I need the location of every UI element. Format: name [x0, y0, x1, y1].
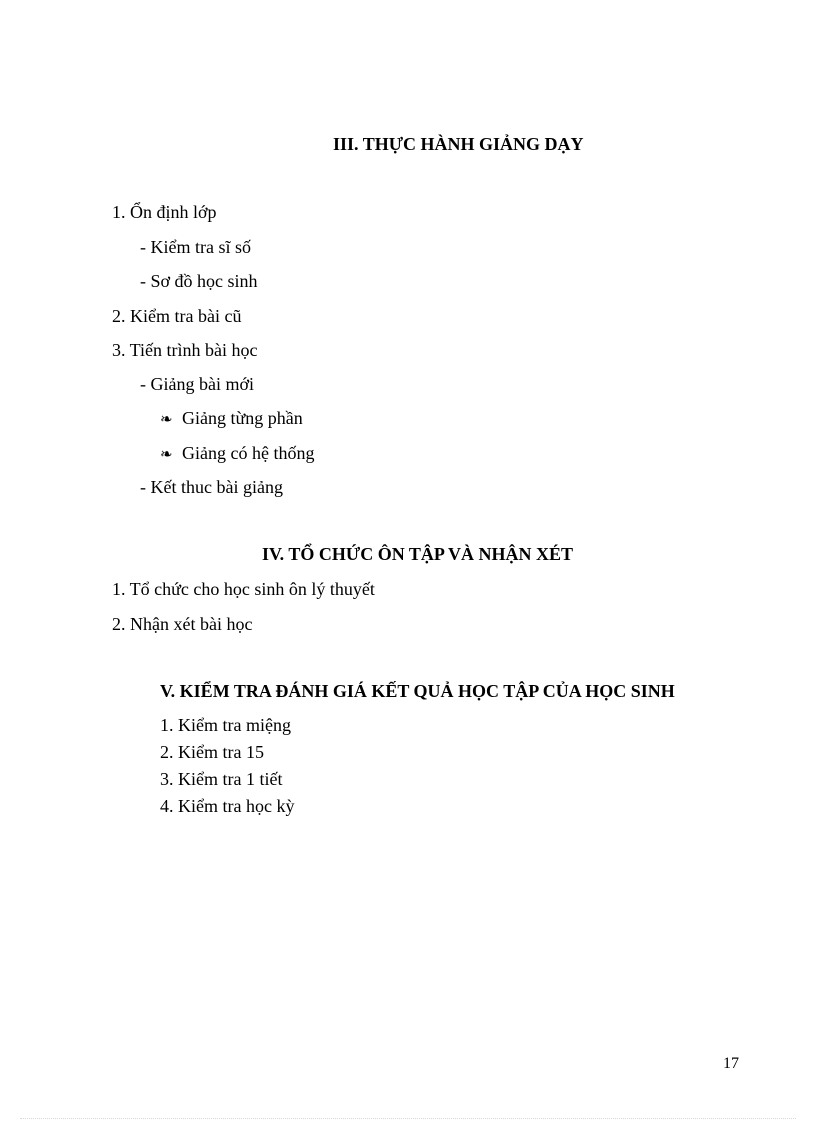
- section-3-item-1: 1. Ổn định lớp: [112, 202, 217, 222]
- section-3-subitem: - Kiểm tra sĩ số: [140, 237, 251, 257]
- section-4-heading: IV. TỔ CHỨC ÔN TẬP VÀ NHẬN XÉT: [262, 544, 574, 564]
- ornate-leaf-bullet-icon: ❧: [160, 412, 173, 428]
- bullet-item-label: Giảng có hệ thống: [182, 443, 315, 463]
- section-5-item-3: 3. Kiểm tra 1 tiết: [160, 769, 283, 789]
- page-number: 17: [723, 1055, 739, 1072]
- section-5-heading: V. KIỂM TRA ĐÁNH GIÁ KẾT QUẢ HỌC TẬP CỦA HỌC SINH: [160, 681, 675, 701]
- ornate-leaf-bullet-icon: ❧: [160, 447, 173, 463]
- section-3-bullet-item: [160, 407, 303, 431]
- section-5-item-1: 1. Kiểm tra miệng: [160, 715, 291, 735]
- section-3-subitem: - Sơ đồ học sinh: [140, 271, 258, 291]
- section-5-item-2: 2. Kiểm tra 15: [160, 742, 264, 762]
- section-4-item-2: 2. Nhận xét bài học: [112, 614, 253, 634]
- section-3-subitem: - Kết thuc bài giảng: [140, 477, 283, 497]
- section-3-bullet-item: [160, 442, 314, 466]
- section-3-heading: III. THỰC HÀNH GIẢNG DẠY: [333, 134, 584, 154]
- section-3-item-2: 2. Kiểm tra bài cũ: [112, 306, 242, 326]
- section-3-subitem: - Giảng bài mới: [140, 374, 254, 394]
- page-bottom-divider: [20, 1118, 796, 1119]
- bullet-item-label: Giảng từng phần: [182, 408, 303, 428]
- section-3-item-3: 3. Tiến trình bài học: [112, 340, 258, 360]
- section-4-item-1: 1. Tổ chức cho học sinh ôn lý thuyết: [112, 579, 375, 599]
- section-5-item-4: 4. Kiểm tra học kỳ: [160, 796, 295, 816]
